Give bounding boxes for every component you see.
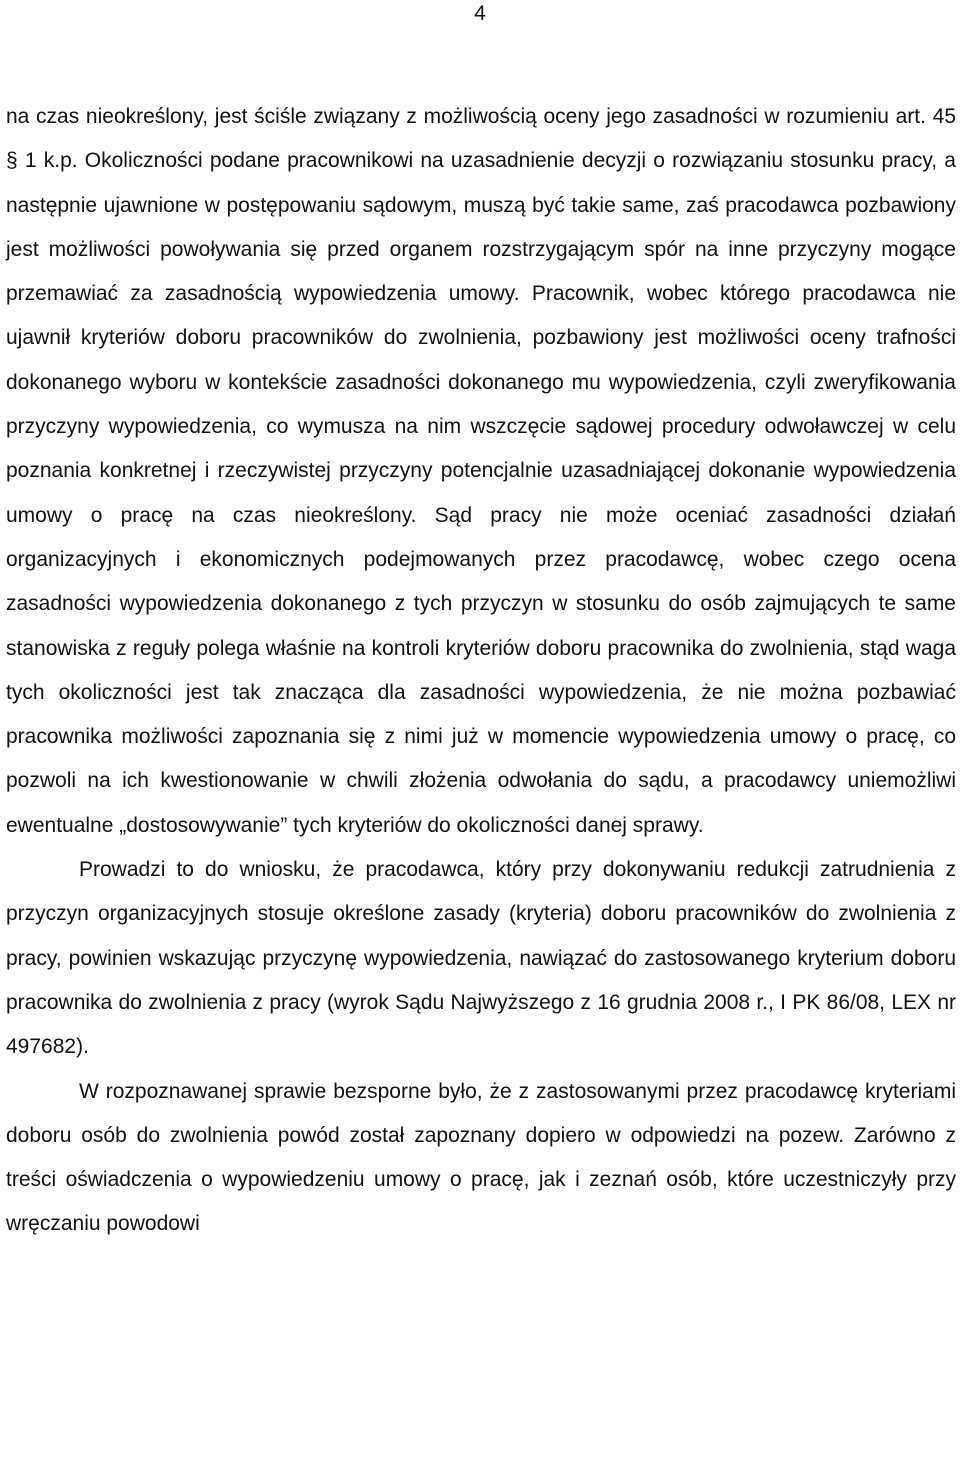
page-number: 4	[474, 2, 486, 25]
paragraph-1: na czas nieokreślony, jest ściśle związany z możliwością oceny jego zasadności w rozumieniu art. 45 § 1 k.p. Okoliczności podane pracownikowi na uzasadnienie decyzji o rozwiązaniu stosunku pracy, a następnie ujawnione w postępowaniu sądowym, muszą być takie same, zaś pracodawca pozbawiony jest możliwości powoływania się przed organem rozstrzygającym spór na inne przyczyny mogące przemawiać za zasadnością wypowiedzenia umowy. Pracownik, wobec którego pracodawca nie ujawnił kryteriów doboru pracowników do zwolnienia, pozbawiony jest możliwości oceny trafności dokonanego wyboru w kontekście zasadności dokonanego mu wypowiedzenia, czyli zweryfikowania przyczyny wypowiedzenia, co wymusza na nim wszczęcie sądowej procedury odwoławczej w celu poznania konkretnej i rzeczywistej przyczyny potencjalnie uzasadniającej dokonanie wypowiedzenia umowy o pracę na czas nieokreślony. Sąd pracy nie może oceniać zasadności działań organizacyjnych i ekonomicznych podejmowanych przez pracodawcę, wobec czego ocena zasadności wypowiedzenia dokonanego z tych przyczyn w stosunku do osób zajmujących te same stanowiska z reguły polega właśnie na kontroli kryteriów doboru pracownika do zwolnienia, stąd waga tych okoliczności jest tak znacząca dla zasadności wypowiedzenia, że nie można pozbawiać pracownika możliwości zapoznania się z nimi już w momencie wypowiedzenia umowy o pracę, co pozwoli na ich kwestionowanie w chwili złożenia odwołania do sądu, a pracodawcy uniemożliwi ewentualne „dostosowywanie” tych kryteriów do okoliczności danej sprawy.	[6, 105, 956, 837]
paragraph-3: W rozpoznawanej sprawie bezsporne było, że z zastosowanymi przez pracodawcę kryteriami doboru osób do zwolnienia powód został zapoznany dopiero w odpowiedzi na pozew. Zarówno z treści oświadczenia o wypowiedzeniu umowy o pracę, jak i zeznań osób, które uczestniczyły przy wręczaniu powodowi	[6, 1079, 956, 1236]
document-body	[6, 95, 956, 1247]
paragraph-2: Prowadzi to do wniosku, że pracodawca, który przy dokonywaniu redukcji zatrudnienia z przyczyn organizacyjnych stosuje określone zasady (kryteria) doboru pracowników do zwolnienia z pracy, powinien wskazując przyczynę wypowiedzenia, nawiązać do zastosowanego kryterium doboru pracownika do zwolnienia z pracy (wyrok Sądu Najwyższego z 16 grudnia 2008 r., I PK 86/08, LEX nr 497682).	[6, 858, 956, 1059]
